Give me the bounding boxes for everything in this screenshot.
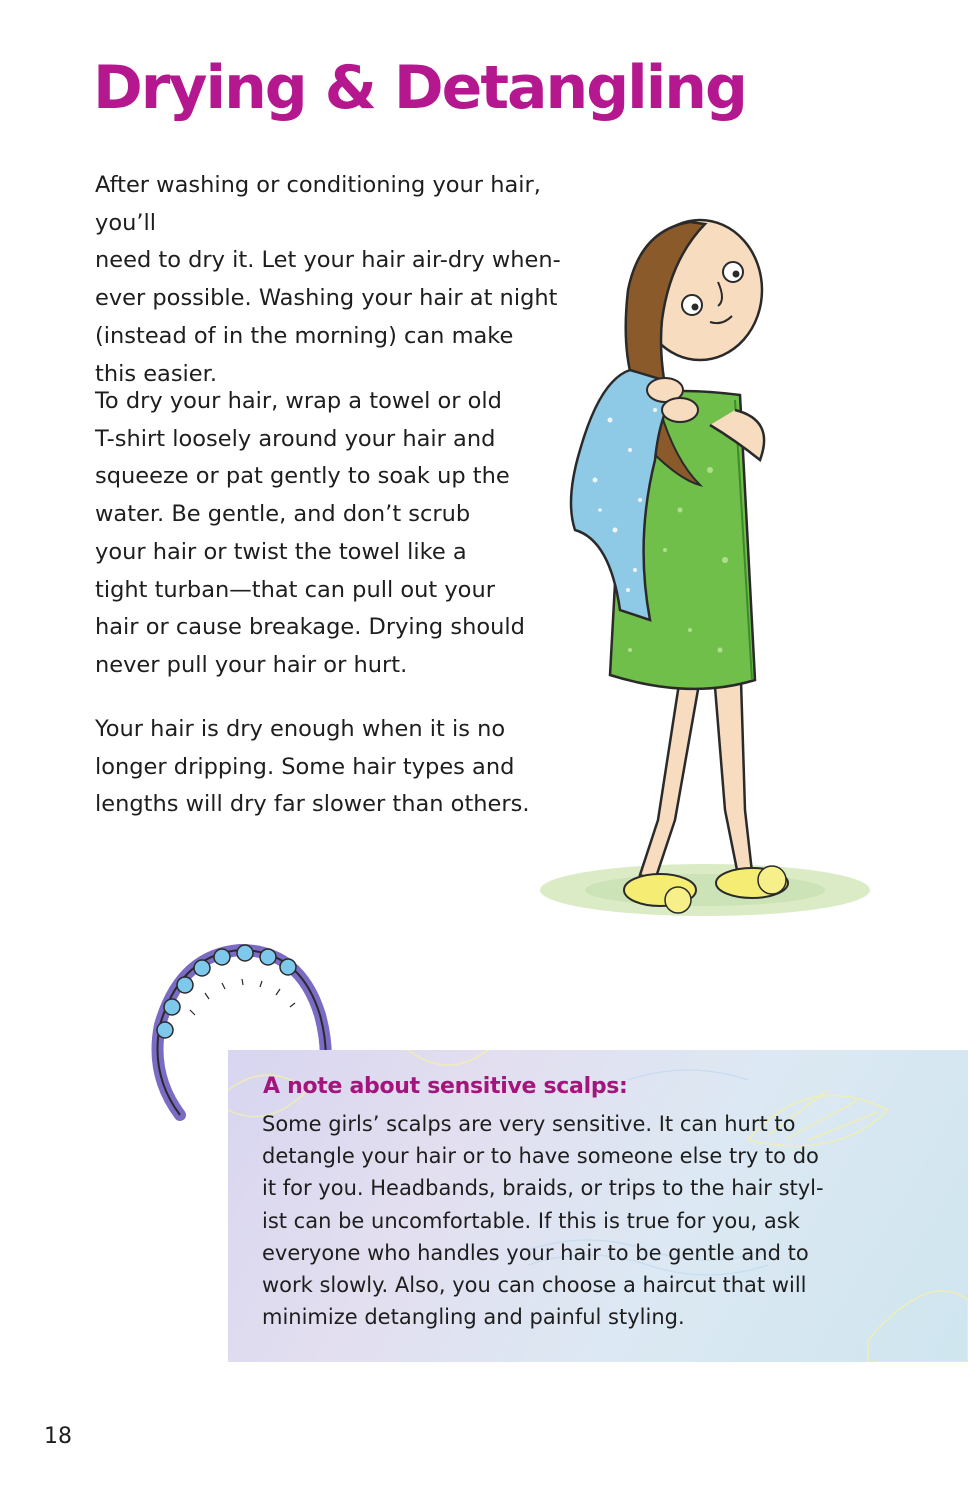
page-title: Drying & Detangling xyxy=(93,53,746,123)
note-heading: A note about sensitive scalps: xyxy=(263,1074,628,1099)
paragraph-towel-dry: To dry your hair, wrap a towel or old T-shirt loosely around your hair and squeeze or pat gently to soak up the water. Be gentle, and don’t scrub your hair or twist the towel like a tight turban—that can pull out your hair or cause breakage. Drying should never pull your hair or hurt. xyxy=(95,388,525,678)
girl-drying-hair-illustration xyxy=(540,210,880,925)
paragraph-air-dry: After washing or conditioning your hair, you’ll need to dry it. Let your hair air-dry when- ever possible. Washing your hair at night (instead of in the morning) can make this easier. xyxy=(95,172,561,387)
note-body: Some girls’ scalps are very sensitive. It can hurt to detangle your hair or to have someone else try to do it for you. Headbands, braids, or trips to the hair styl- ist can be uncomfortable. If this is true for you, ask everyone who handles your hair to be gentle and to work slowly. Also, you can choose a haircut that will minimize detangling and painful styling. xyxy=(262,1112,824,1330)
page-number: 18 xyxy=(44,1424,72,1449)
paragraph-dry-enough: Your hair is dry enough when it is no longer dripping. Some hair types and lengths will dry far slower than others. xyxy=(95,716,530,818)
sensitive-scalps-note xyxy=(228,1050,968,1362)
